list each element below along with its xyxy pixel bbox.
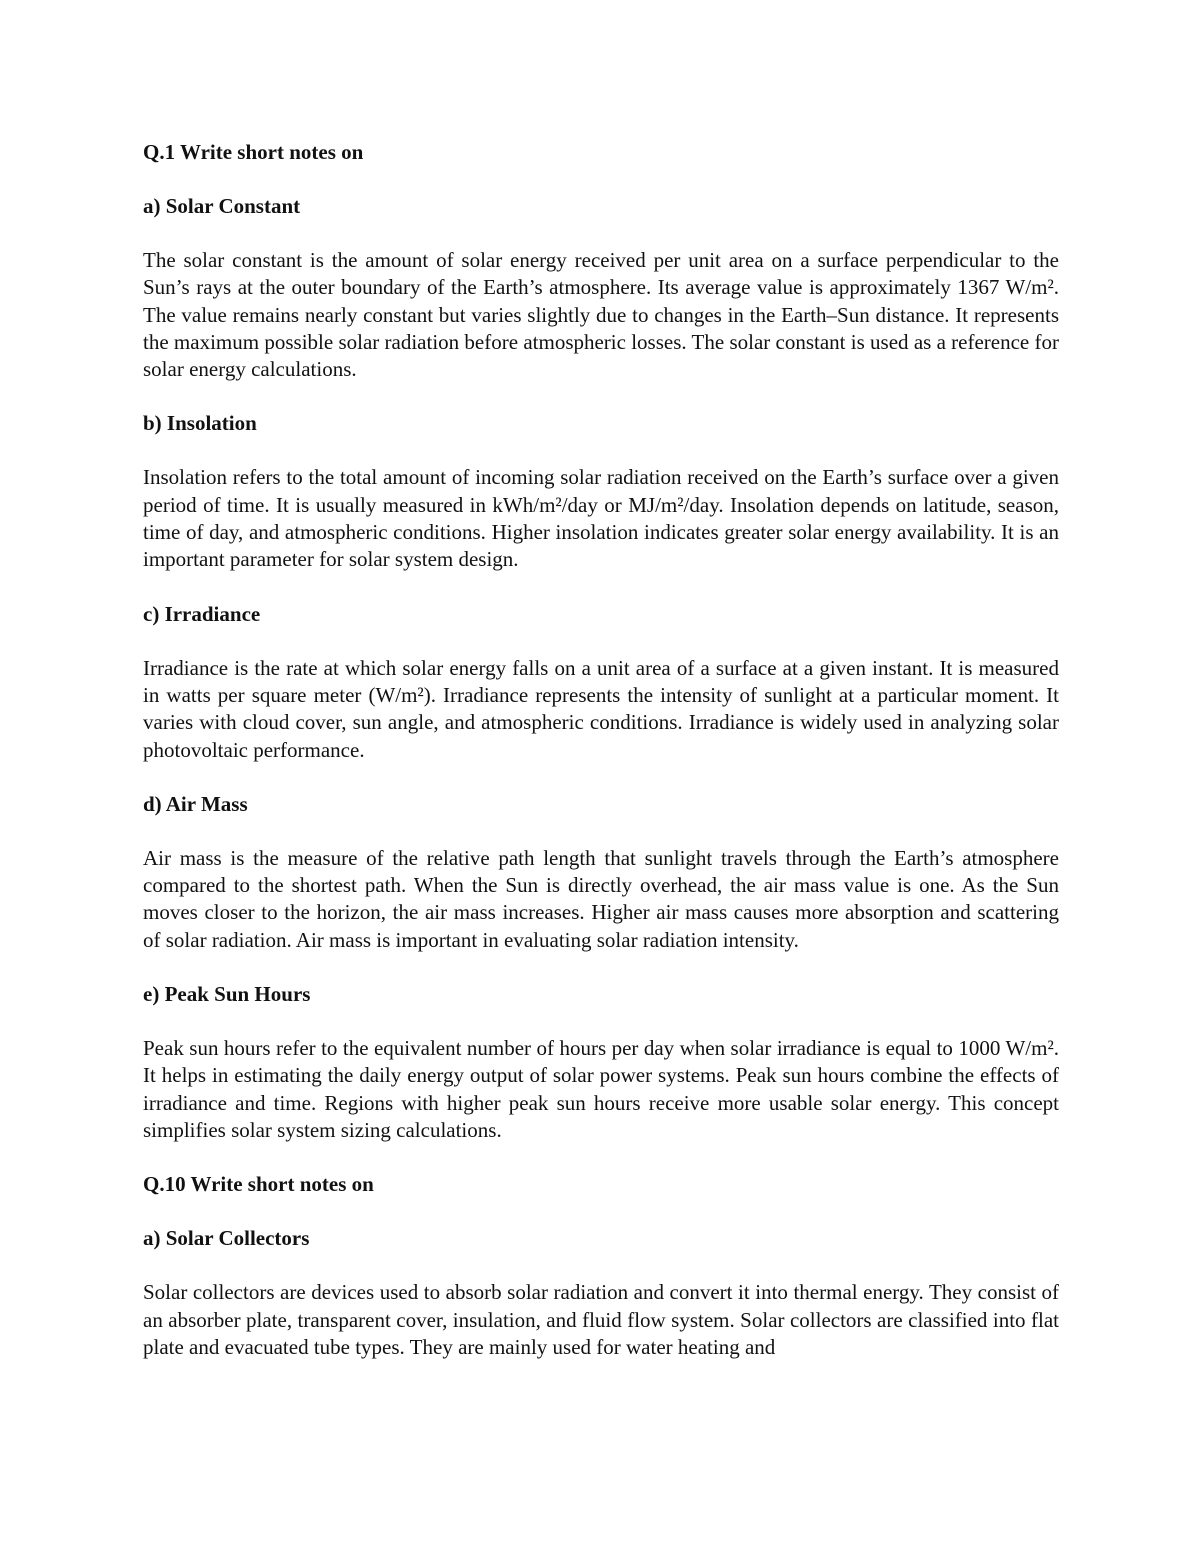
document-content: [143, 139, 1059, 1361]
section-heading-peak-sun-hours: e) Peak Sun Hours: [143, 982, 311, 1007]
section-body-insolation: Insolation refers to the total amount of incoming solar radiation received on the Earth’s surface over a given period of time. It is usually measured in kWh/m²/day or MJ/m²/day. Insolation depends on latitude, season, time of day, and atmospheric conditions. Higher insolation indicates greater solar energy availability. It is an important parameter for solar system design.: [143, 465, 1059, 572]
section-body-solar-constant: The solar constant is the amount of solar energy received per unit area on a surface perpendicular to the Sun’s rays at the outer boundary of the Earth’s atmosphere. Its average value is approximately 1367 W/m². The value remains nearly constant but varies slightly due to changes in the Earth–Sun distance. It represents the maximum possible solar radiation before atmospheric losses. The solar constant is used as a reference for solar energy calculations.: [143, 248, 1059, 382]
section-body-air-mass: Air mass is the measure of the relative path length that sunlight travels through the Earth’s atmosphere compared to the shortest path. When the Sun is directly overhead, the air mass value is one. As the Sun moves closer to the horizon, the air mass increases. Higher air mass causes more absorption and scattering of solar radiation. Air mass is important in evaluating solar radiation intensity.: [143, 845, 1059, 952]
section-heading-solar-constant: a) Solar Constant: [143, 194, 301, 218]
question-1-title: Q.1 Write short notes on: [143, 140, 364, 164]
section-body-irradiance: Irradiance is the rate at which solar energy falls on a unit area of a surface at a given instant. It is measured in watts per square meter (W/m²). Irradiance represents the intensity of sunlight at a particular moment. It varies with cloud cover, sun angle, and atmospheric conditions. Irradiance is widely used in analyzing solar photovoltaic performance.: [143, 655, 1059, 762]
question-10-title: Q.10 Write short notes on: [143, 1172, 374, 1197]
section-body-solar-collectors: Solar collectors are devices used to absorb solar radiation and convert it into thermal energy. They consist of an absorber plate, transparent cover, insulation, and fluid flow system. Solar collectors are classified into flat plate and evacuated tube types. They are mainly used for water heating and: [143, 1280, 1059, 1359]
section-heading-insolation: b) Insolation: [143, 411, 257, 436]
section-body-peak-sun-hours: Peak sun hours refer to the equivalent number of hours per day when solar irradiance is equal to 1000 W/m². It helps in estimating the daily energy output of solar power systems. Peak sun hours combine the effects of irradiance and time. Regions with higher peak sun hours receive more usable solar energy. This concept simplifies solar system sizing calculations.: [143, 1036, 1059, 1142]
section-heading-air-mass: d) Air Mass: [143, 791, 248, 816]
section-heading-irradiance: c) Irradiance: [143, 601, 261, 626]
section-heading-solar-collectors: a) Solar Collectors: [143, 1226, 310, 1251]
